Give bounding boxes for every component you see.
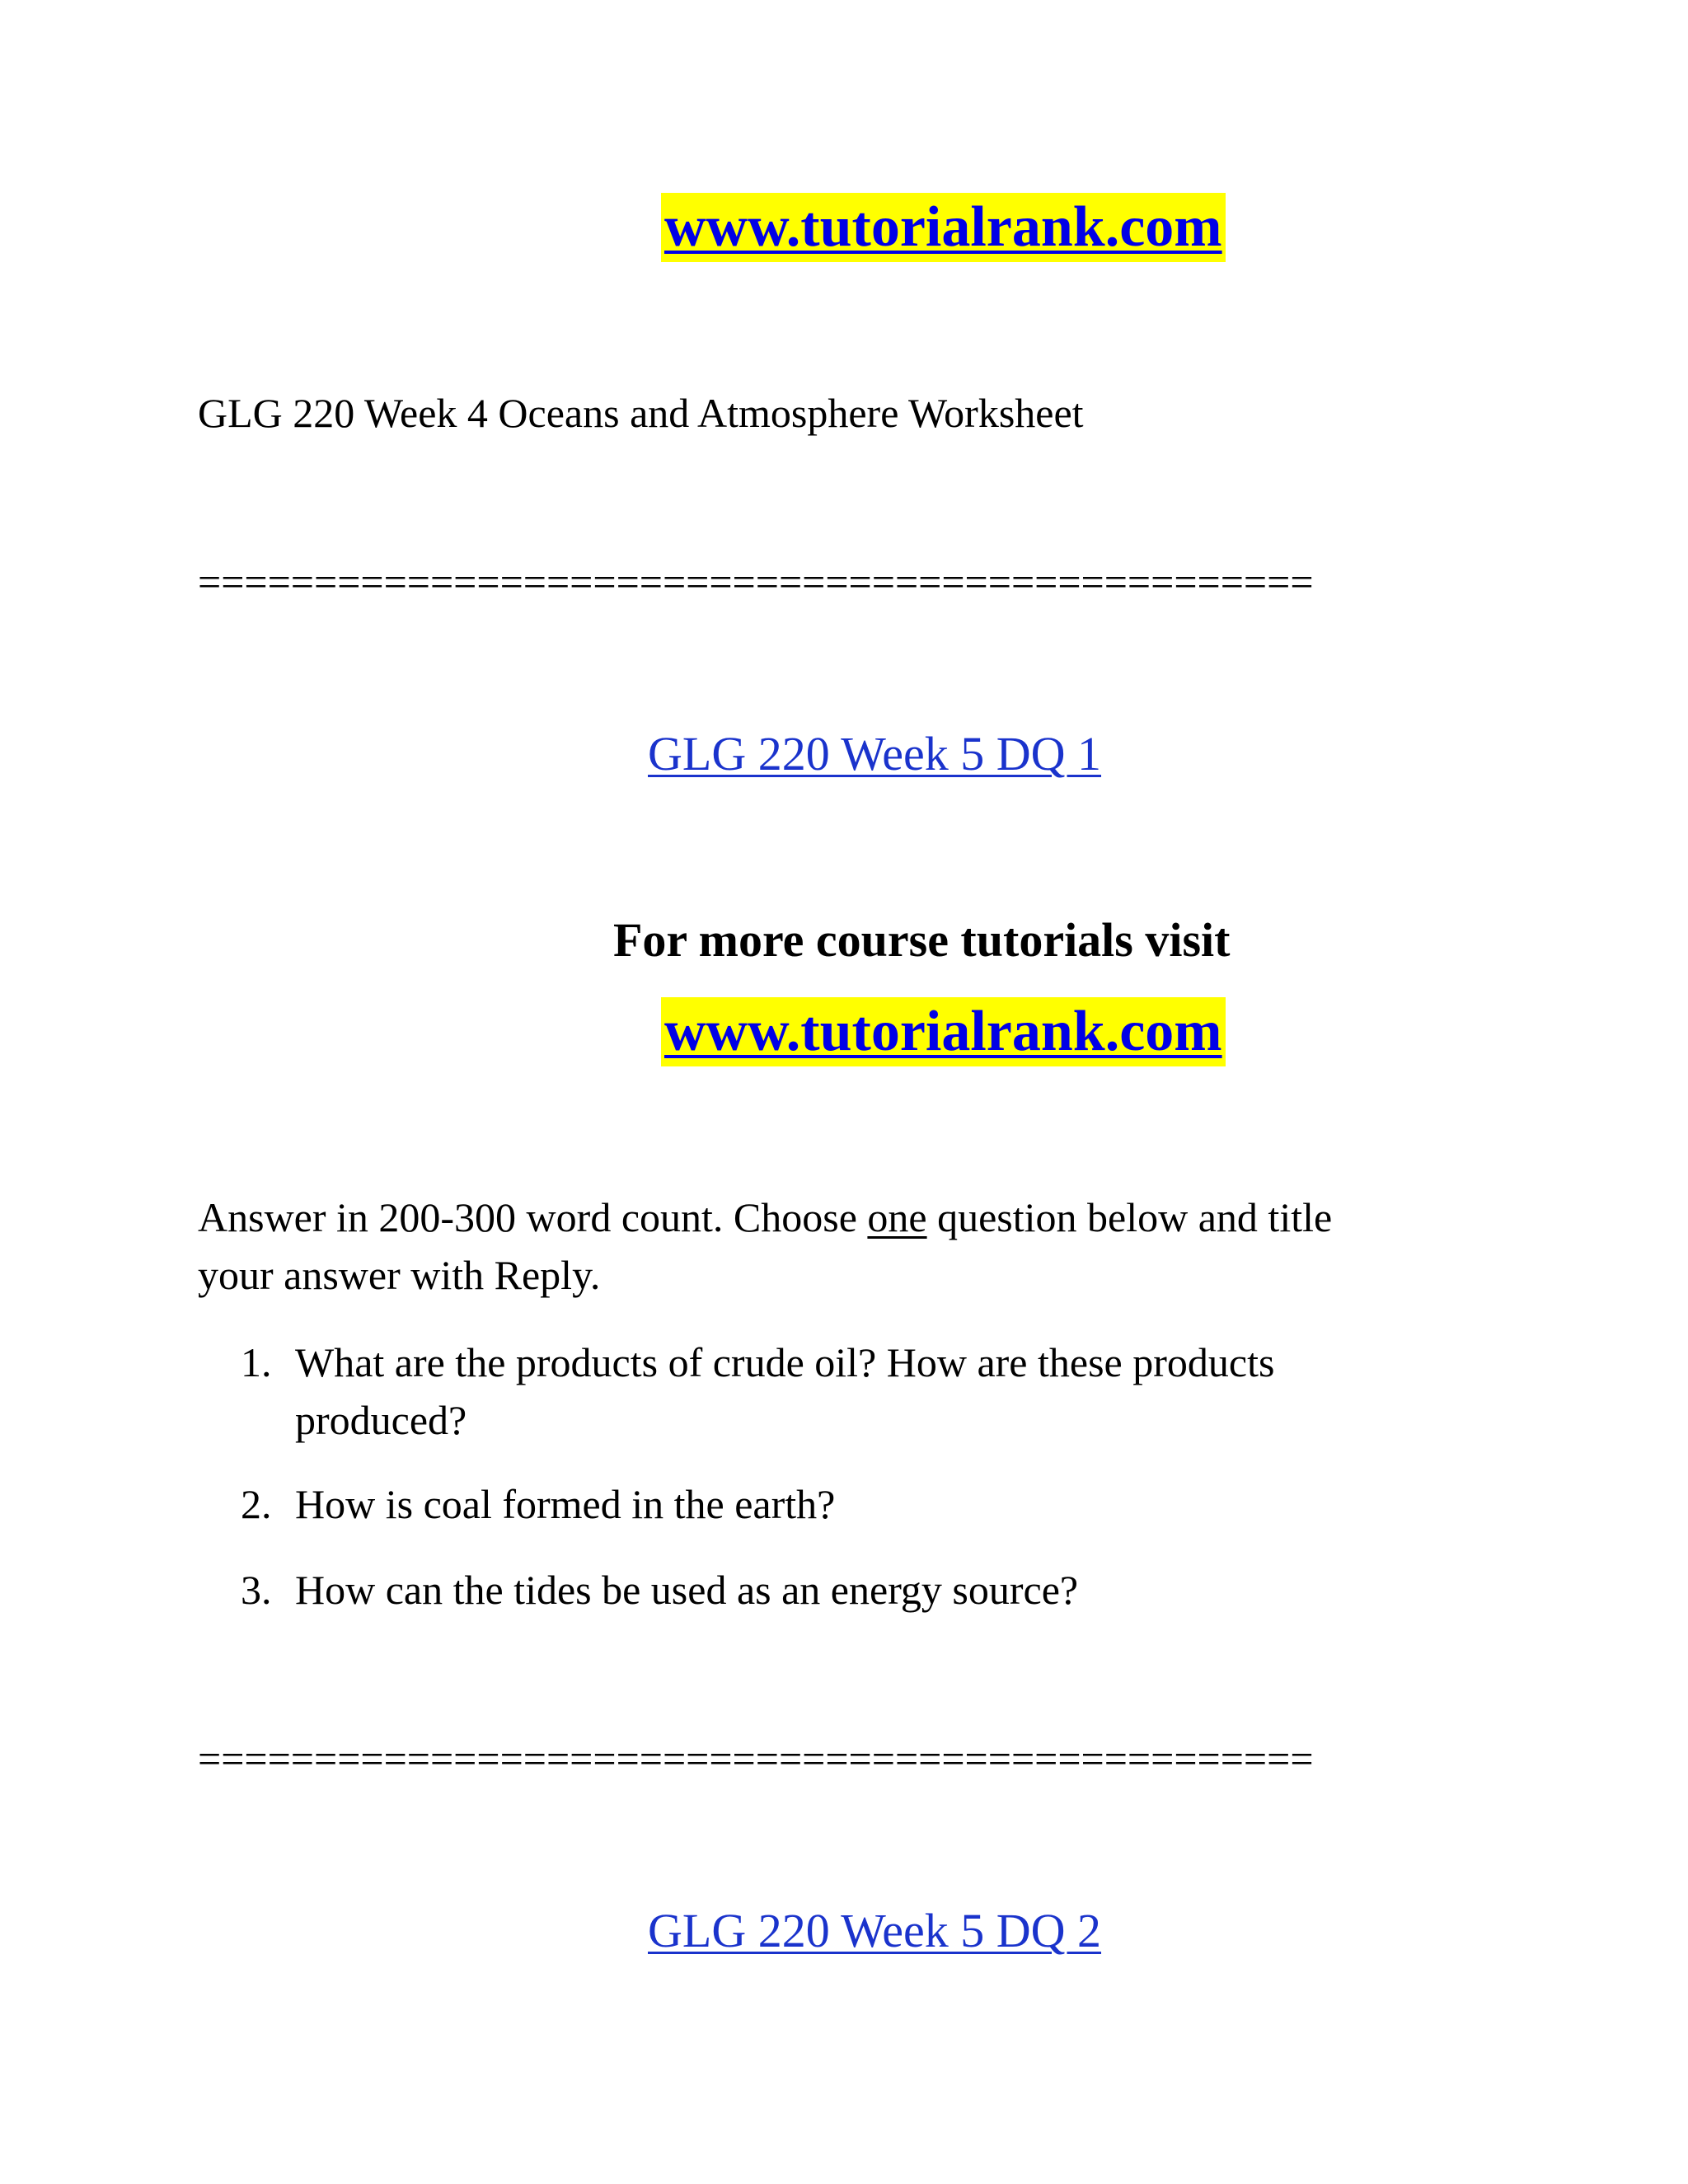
tutorialrank-link-top[interactable]: www.tutorialrank.com	[661, 193, 1226, 262]
tutorialrank-link-middle[interactable]: www.tutorialrank.com	[661, 997, 1226, 1066]
dq2-link[interactable]: GLG 220 Week 5 DQ 2	[648, 1904, 1102, 1957]
more-tutorials-heading: For more course tutorials visit	[613, 913, 1231, 967]
dq1-link[interactable]: GLG 220 Week 5 DQ 1	[648, 727, 1102, 780]
divider-2: ================================================	[198, 1736, 1314, 1782]
question-text: How can the tides be used as an energy source?	[295, 1567, 1079, 1613]
instructions-line-1	[198, 1188, 1332, 1246]
question-item	[241, 1475, 1428, 1533]
instructions-part-2: question below and title	[926, 1194, 1333, 1240]
instructions-part-1: Answer in 200-300 word count. Choose	[198, 1194, 868, 1240]
question-number: 2.	[241, 1481, 272, 1527]
divider-1: ================================================	[198, 559, 1314, 605]
question-text-continued: produced?	[295, 1397, 467, 1443]
question-text: How is coal formed in the earth?	[295, 1481, 836, 1527]
instructions-line-2: your answer with Reply.	[198, 1252, 601, 1298]
question-list	[241, 1333, 1428, 1619]
page-title: GLG 220 Week 4 Oceans and Atmosphere Worksheet	[198, 390, 1084, 436]
question-item	[241, 1333, 1428, 1449]
question-item	[241, 1561, 1428, 1619]
question-number: 3.	[241, 1567, 272, 1613]
question-number: 1.	[241, 1339, 272, 1385]
instructions-emphasis: one	[867, 1194, 927, 1240]
question-text: What are the products of crude oil? How are these products	[295, 1339, 1275, 1385]
